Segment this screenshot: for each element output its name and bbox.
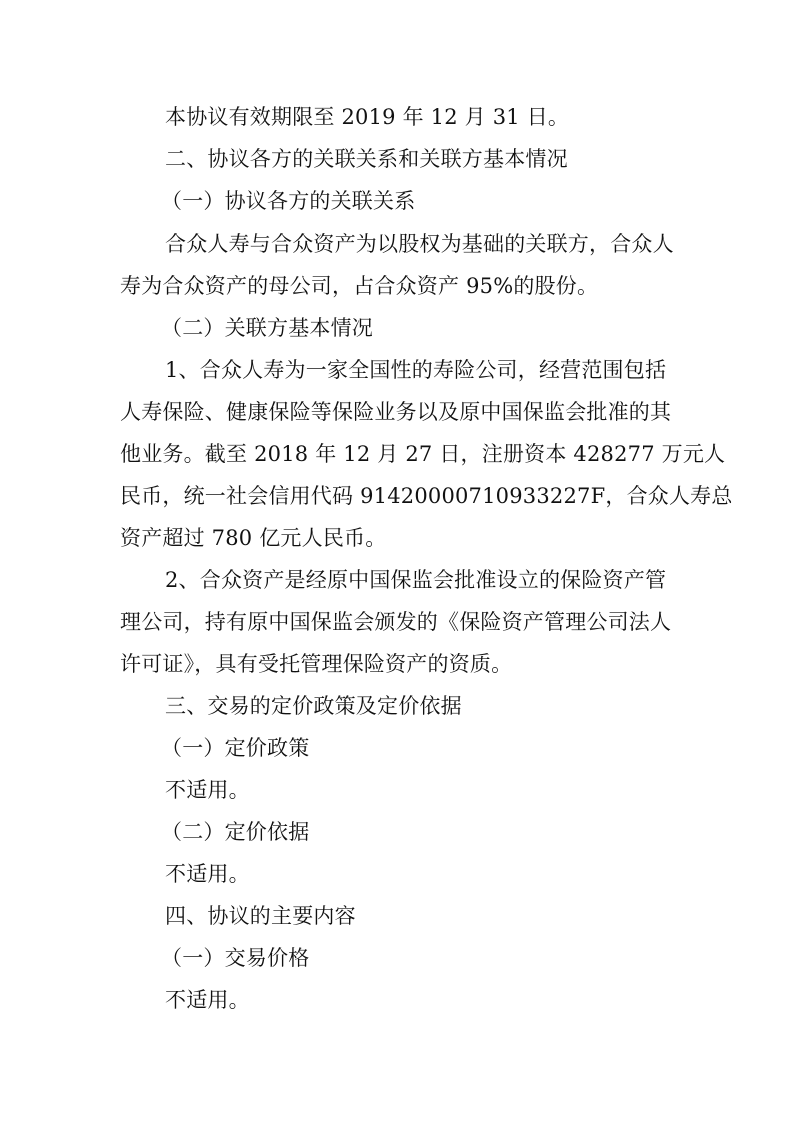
party1-paragraph-line-2: 人寿保险、健康保险等保险业务以及原中国保监会批准的其 — [120, 400, 672, 424]
subsection-heading-2-2: （二）关联方基本情况 — [161, 316, 373, 340]
party1-paragraph-line-1: 1、合众人寿为一家全国性的寿险公司，经营范围包括 — [165, 358, 667, 382]
relationship-paragraph-line-2: 寿为合众资产的母公司，占合众资产 95%的股份。 — [120, 274, 599, 298]
party1-paragraph-line-5: 资产超过 780 亿元人民币。 — [120, 526, 387, 550]
subsection-heading-2-1: （一）协议各方的关联关系 — [161, 189, 416, 213]
party1-paragraph-line-3: 他业务。截至 2018 年 12 月 27 日，注册资本 428277 万元人 — [120, 442, 726, 466]
party1-paragraph-line-4: 民币，统一社会信用代码 91420000710933227F，合众人寿总 — [120, 484, 733, 508]
section-heading-2: 二、协议各方的关联关系和关联方基本情况 — [165, 147, 568, 171]
subsection-heading-4-1: （一）交易价格 — [161, 946, 310, 970]
subsection-heading-3-1: （一）定价政策 — [161, 736, 310, 760]
subsection-heading-3-2: （二）定价依据 — [161, 820, 310, 844]
section-heading-4: 四、协议的主要内容 — [165, 904, 356, 928]
section-heading-3: 三、交易的定价政策及定价依据 — [165, 694, 462, 718]
party2-paragraph-line-2: 理公司，持有原中国保监会颁发的《保险资产管理公司法人 — [120, 610, 672, 634]
not-applicable-text-3: 不适用。 — [165, 988, 250, 1012]
validity-period-text: 本协议有效期限至 2019 年 12 月 31 日。 — [165, 105, 570, 129]
party2-paragraph-line-1: 2、合众资产是经原中国保监会批准设立的保险资产管 — [165, 568, 667, 592]
relationship-paragraph-line-1: 合众人寿与合众资产为以股权为基础的关联方，合众人 — [165, 232, 674, 256]
party2-paragraph-line-3: 许可证》，具有受托管理保险资产的资质。 — [120, 652, 513, 676]
not-applicable-text-1: 不适用。 — [165, 778, 250, 802]
not-applicable-text-2: 不适用。 — [165, 862, 250, 886]
